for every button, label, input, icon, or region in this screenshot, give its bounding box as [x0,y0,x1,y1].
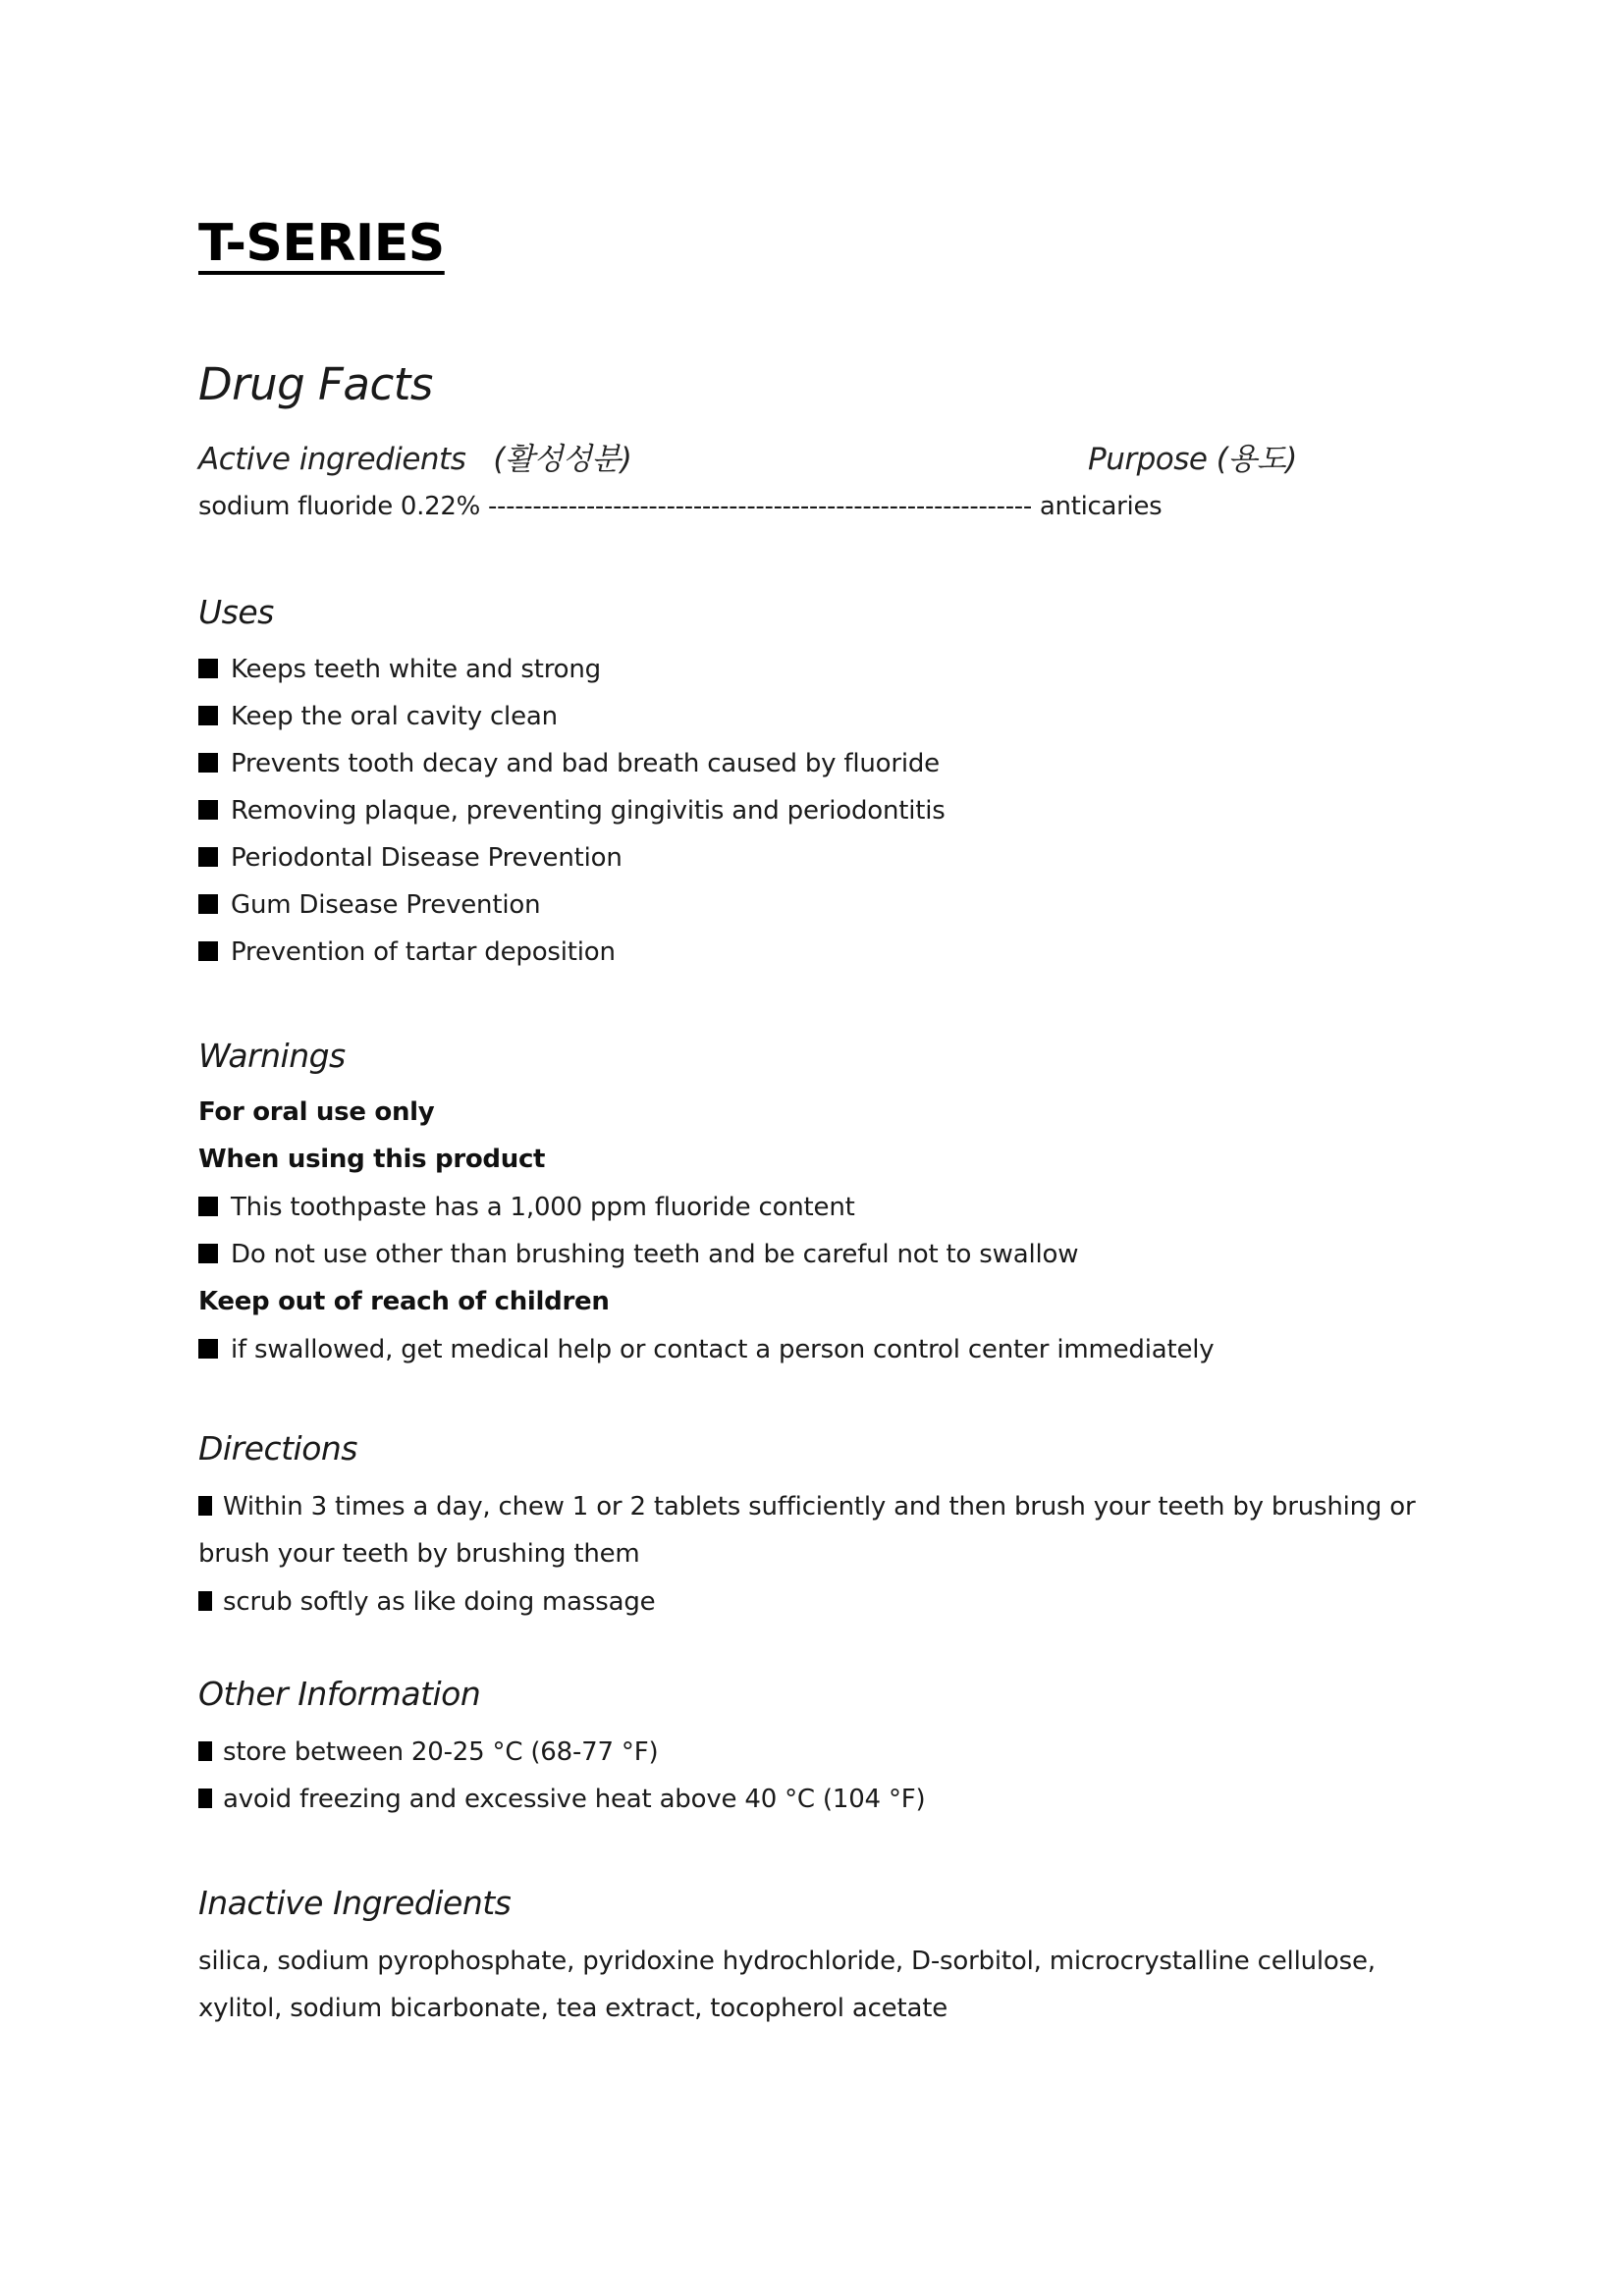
warnings-heading: Warnings [198,1037,346,1075]
uses-heading: Uses [198,593,274,631]
uses-item: Prevention of tartar deposition [198,937,616,967]
square-bullet-icon [198,1591,212,1611]
directions-item: scrub softly as like doing massage [198,1587,655,1617]
inactive-ingredients-heading: Inactive Ingredients [198,1884,512,1922]
square-bullet-icon [198,1496,212,1516]
other-information-item: store between 20-25 °C (68-77 °F) [198,1737,658,1767]
inactive-ingredients-line: silica, sodium pyrophosphate, pyridoxine hydrochloride, D-sorbitol, microcrystalline cellulose, [198,1947,1376,1976]
brand-title: T-SERIES [198,214,445,273]
square-bullet-icon [198,894,218,914]
other-information-heading: Other Information [198,1675,481,1713]
square-bullet-icon [198,941,218,961]
square-bullet-icon [198,1741,212,1761]
drug-facts-title: Drug Facts [198,358,433,410]
oral-use-only-label: For oral use only [198,1097,435,1127]
uses-item: Keeps teeth white and strong [198,655,601,684]
uses-item: Keep the oral cavity clean [198,702,558,731]
when-using-label: When using this product [198,1145,546,1174]
uses-item: Removing plaque, preventing gingivitis and periodontitis [198,796,946,826]
directions-continuation: brush your teeth by brushing them [198,1539,640,1569]
square-bullet-icon [198,800,218,820]
uses-item: Periodontal Disease Prevention [198,843,623,873]
warning-item: This toothpaste has a 1,000 ppm fluoride content [198,1193,855,1222]
other-information-item: avoid freezing and excessive heat above 40 °C (104 °F) [198,1785,925,1814]
keep-out-of-reach-label: Keep out of reach of children [198,1287,610,1316]
square-bullet-icon [198,847,218,867]
square-bullet-icon [198,1339,218,1359]
square-bullet-icon [198,1244,218,1263]
inactive-ingredients-line: xylitol, sodium bicarbonate, tea extract, tocopherol acetate [198,1994,947,2023]
square-bullet-icon [198,1197,218,1216]
square-bullet-icon [198,659,218,678]
square-bullet-icon [198,706,218,725]
warning-item: if swallowed, get medical help or contact a person control center immediately [198,1335,1214,1364]
uses-item: Gum Disease Prevention [198,890,540,920]
warning-item: Do not use other than brushing teeth and be careful not to swallow [198,1240,1078,1269]
square-bullet-icon [198,753,218,773]
active-ingredient-row: sodium fluoride 0.22% ------------------------------------------------------------- anticaries [198,492,1163,521]
directions-heading: Directions [198,1429,357,1468]
uses-item: Prevents tooth decay and bad breath caused by fluoride [198,749,940,778]
purpose-heading: Purpose (용도) [1088,442,1297,477]
directions-item: Within 3 times a day, chew 1 or 2 tablets sufficiently and then brush your teeth by brushing or [198,1492,1415,1522]
square-bullet-icon [198,1789,212,1808]
active-ingredients-heading: Active ingredients (활성성분) [198,442,632,477]
